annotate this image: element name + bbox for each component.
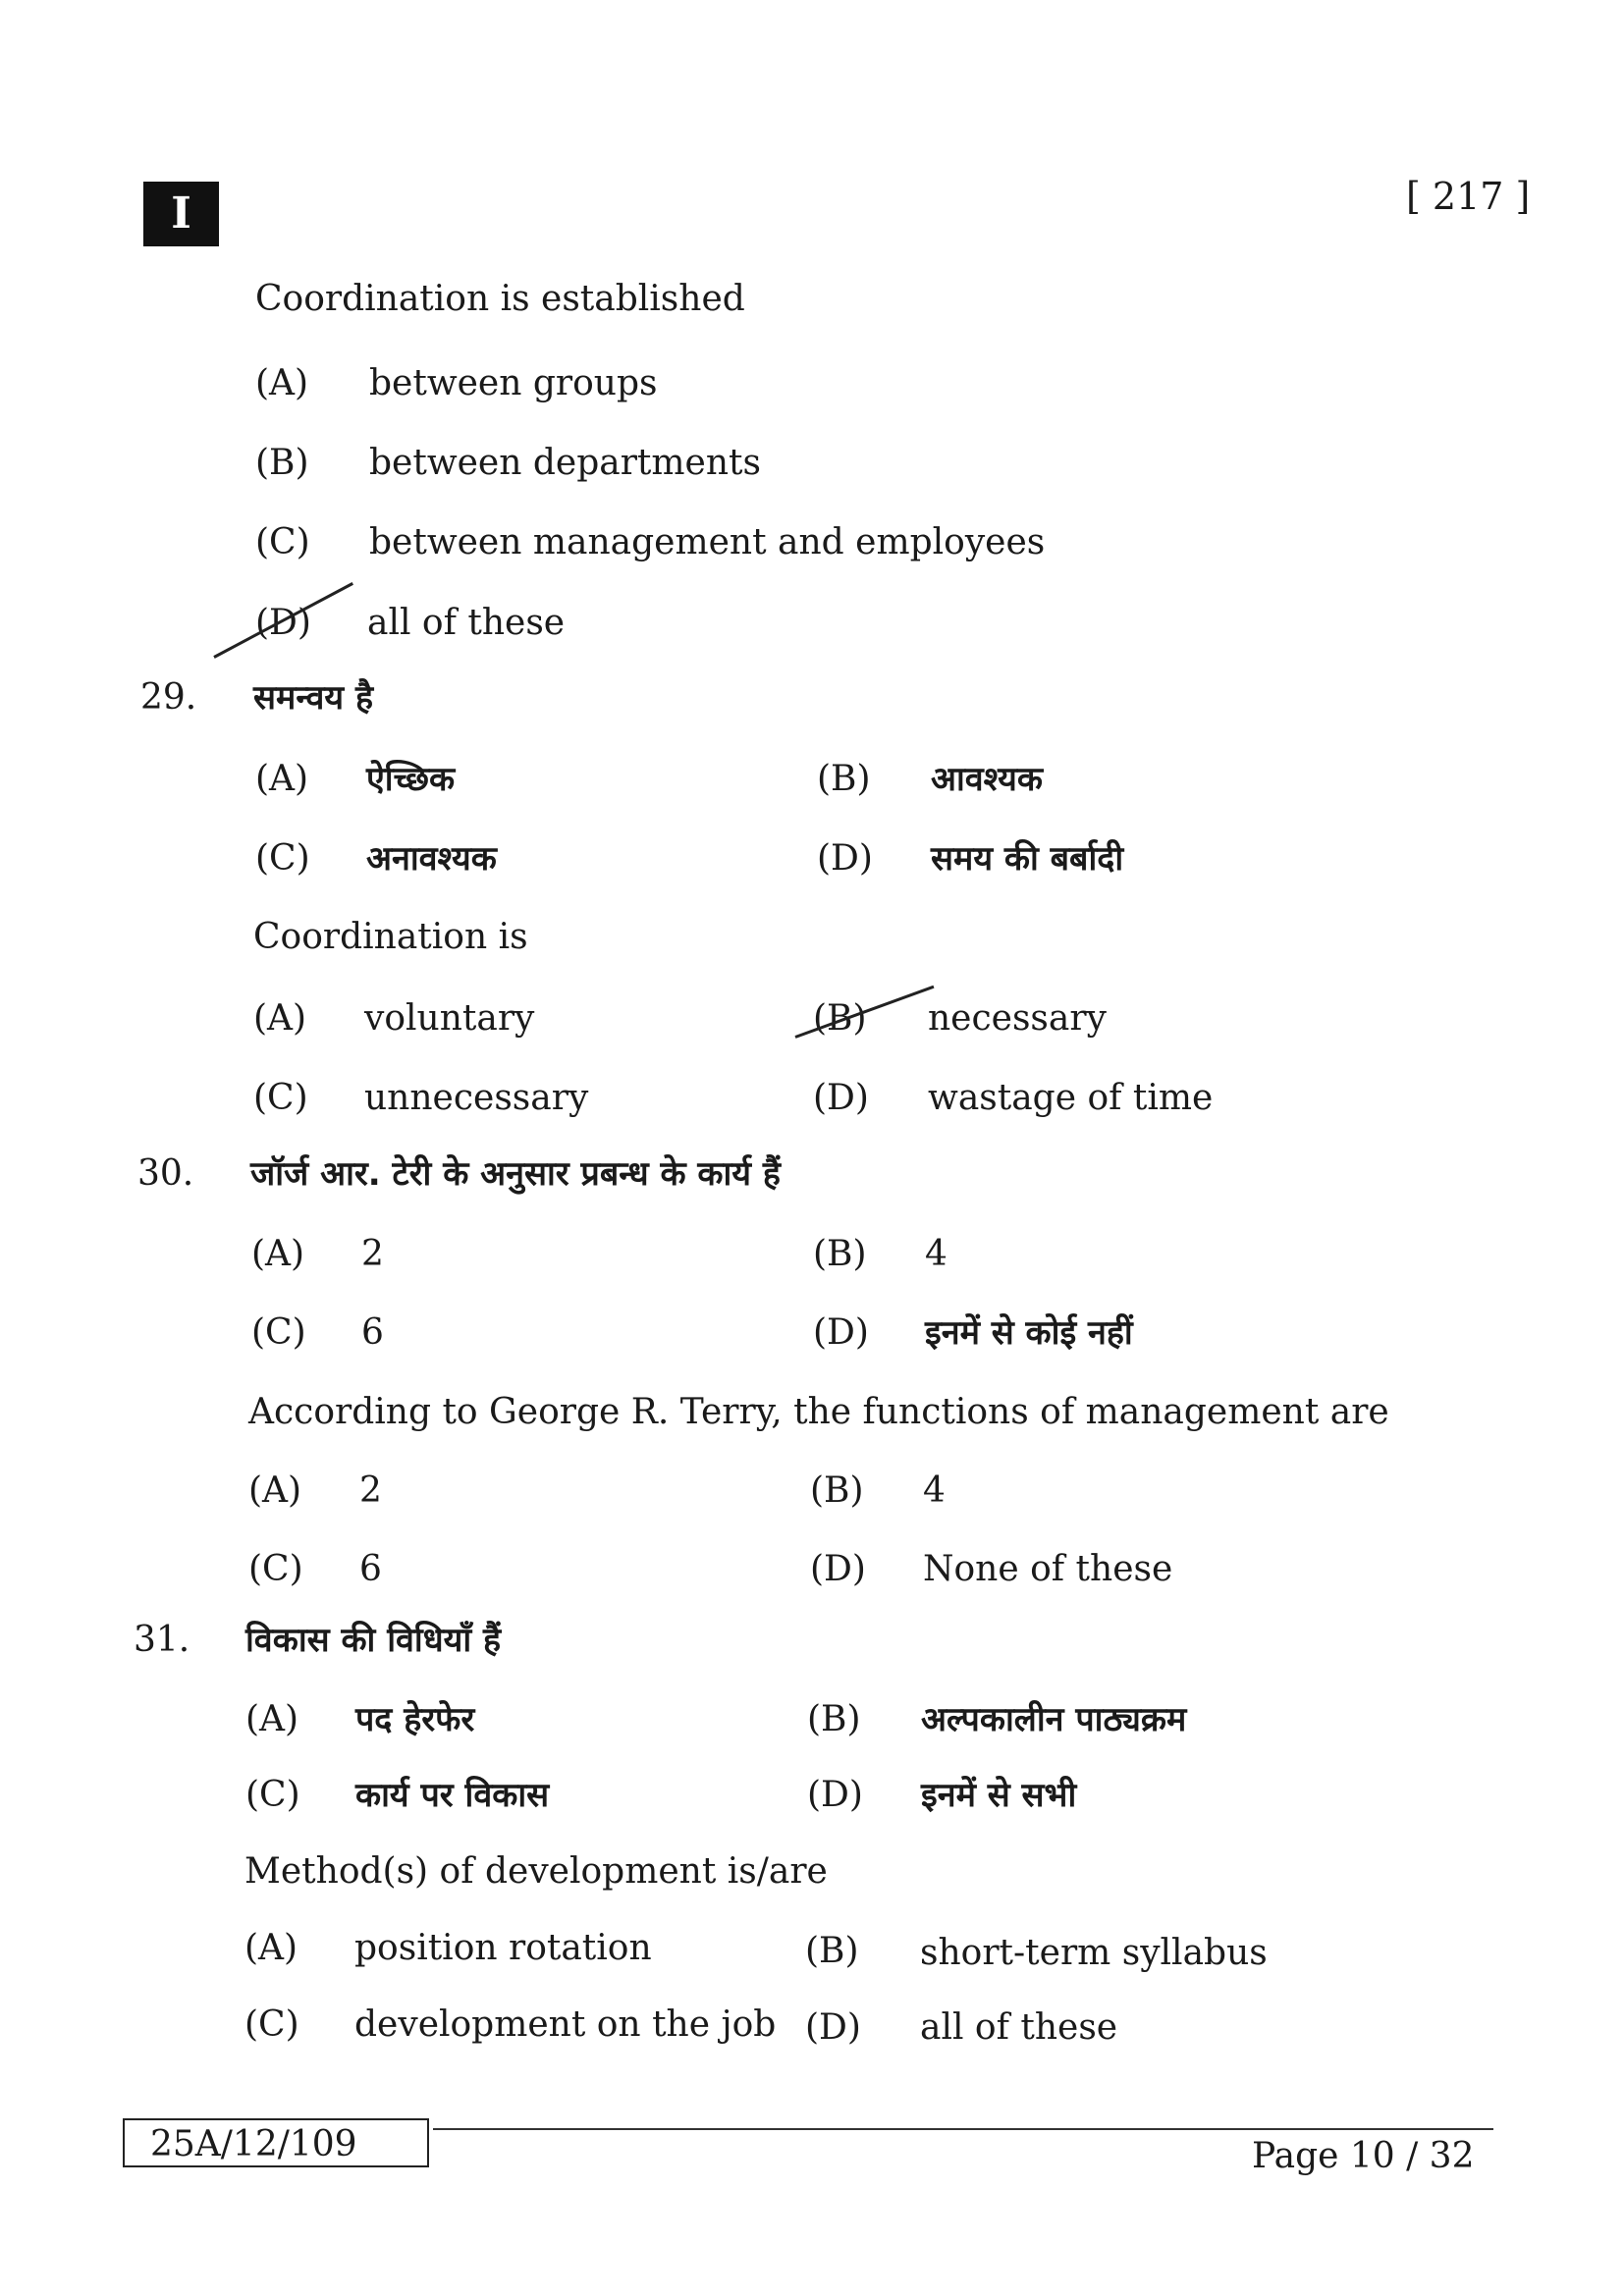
option-label: (D) [807, 1775, 863, 1815]
option-label: (B) [817, 759, 871, 799]
question-stem-hindi: जॉर्ज आर. टेरी के अनुसार प्रबन्ध के कार्य हैं [250, 1154, 781, 1194]
option-text-hindi: कार्य पर विकास [355, 1776, 550, 1815]
option-text: all of these [367, 603, 566, 643]
option-label: (A) [248, 1470, 302, 1511]
page-number-bracket: [ 217 ] [1406, 175, 1531, 218]
option-label: (A) [244, 1928, 298, 1968]
option-label: (A) [245, 1699, 299, 1739]
option-label: (B) [255, 443, 309, 483]
question-number: 29. [140, 677, 197, 718]
option-label: (D) [255, 603, 311, 643]
option-label: (B) [813, 1234, 867, 1274]
option-label: (D) [817, 838, 873, 879]
question-number: 31. [134, 1620, 190, 1660]
option-text: all of these [920, 2007, 1118, 2048]
option-label: (D) [805, 2007, 861, 2048]
option-label: (C) [244, 2004, 299, 2045]
paper-code: 25A/12/109 [123, 2118, 429, 2167]
question-stem: Coordination is established [255, 279, 745, 319]
option-label: (A) [253, 998, 307, 1039]
option-text: 6 [359, 1549, 382, 1589]
option-text: short-term syllabus [920, 1933, 1268, 1973]
option-label: (B) [805, 1931, 859, 1971]
option-text-hindi: पद हेरफेर [355, 1700, 475, 1739]
question-stem: Coordination is [253, 917, 528, 957]
option-label: (A) [255, 363, 309, 403]
option-text: None of these [923, 1549, 1173, 1589]
option-label: (B) [807, 1699, 861, 1739]
option-text-hindi: ऐच्छिक [366, 760, 456, 799]
option-label: (C) [253, 1078, 308, 1118]
option-text-hindi: अल्पकालीन पाठ्यक्रम [921, 1700, 1187, 1739]
option-text-hindi: इनमें से सभी [921, 1776, 1077, 1815]
option-text: 2 [359, 1470, 382, 1511]
question-stem: Method(s) of development is/are [244, 1851, 828, 1892]
option-text: between management and employees [369, 522, 1046, 562]
option-text: necessary [928, 998, 1107, 1039]
pen-tick-mark [213, 582, 353, 659]
option-label: (A) [251, 1234, 305, 1274]
question-stem-hindi: विकास की विधियाँ हैं [245, 1621, 502, 1660]
option-label: (C) [245, 1775, 300, 1815]
option-text: voluntary [364, 998, 535, 1039]
option-label: (C) [251, 1312, 306, 1353]
option-text: development on the job [354, 2004, 777, 2045]
question-number: 30. [137, 1153, 194, 1194]
option-label: (C) [255, 838, 310, 879]
option-text-hindi: अनावश्यक [366, 839, 497, 879]
question-stem-hindi: समन्वय है [253, 678, 373, 718]
option-text: wastage of time [928, 1078, 1214, 1118]
option-text-hindi: समय की बर्बादी [931, 839, 1124, 879]
option-label: (B) [813, 998, 867, 1039]
option-text: 6 [361, 1312, 384, 1353]
option-text-hindi: आवश्यक [931, 760, 1043, 799]
section-badge: I [143, 182, 219, 246]
option-label: (B) [810, 1470, 864, 1511]
option-text: between groups [369, 363, 658, 403]
option-text: between departments [369, 443, 761, 483]
option-label: (C) [248, 1549, 303, 1589]
page-indicator: Page 10 / 32 [1252, 2136, 1475, 2176]
option-label: (D) [813, 1078, 869, 1118]
question-stem: According to George R. Terry, the functions of management are [248, 1392, 1389, 1432]
option-label: (D) [810, 1549, 866, 1589]
option-text: 2 [361, 1234, 384, 1274]
option-text: position rotation [354, 1928, 652, 1968]
option-text: unnecessary [364, 1078, 589, 1118]
option-text-hindi: इनमें से कोई नहीं [925, 1313, 1133, 1353]
option-text: 4 [925, 1234, 947, 1274]
option-label: (D) [813, 1312, 869, 1353]
option-text: 4 [923, 1470, 946, 1511]
option-label: (C) [255, 522, 310, 562]
footer-rule [433, 2128, 1493, 2130]
option-label: (A) [255, 759, 309, 799]
